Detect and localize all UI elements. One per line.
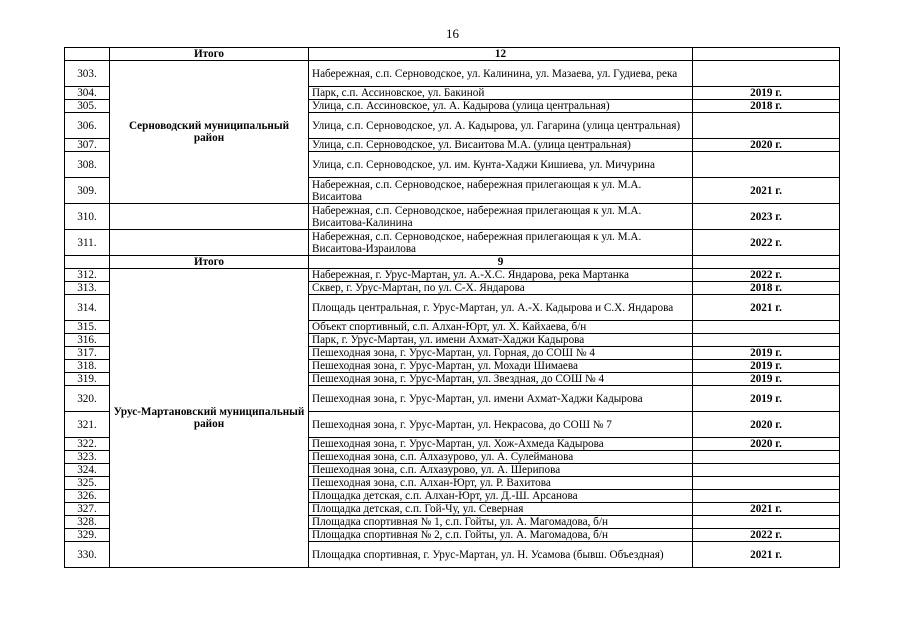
row-number: 321. [65, 412, 110, 438]
completion-year [693, 490, 840, 503]
row-number: 310. [65, 204, 110, 230]
completion-year: 2023 г. [693, 204, 840, 230]
object-description: Набережная, с.п. Серноводское, набережная прилегающая к ул. М.А. Висаитова-Израилова [309, 230, 693, 256]
table-row [65, 230, 840, 256]
object-description: Объект спортивный, с.п. Алхан-Юрт, ул. Х. Кайхаева, б/н [309, 321, 693, 334]
object-description: Набережная, с.п. Серноводское, набережная прилегающая к ул. М.А. Висаитова [309, 178, 693, 204]
total-row [65, 48, 840, 61]
object-description: Пешеходная зона, г. Урус-Мартан, ул. имени Ахмат-Хаджи Кадырова [309, 386, 693, 412]
row-number: 303. [65, 61, 110, 87]
row-number: 312. [65, 269, 110, 282]
completion-year: 2021 г. [693, 295, 840, 321]
total-label: Итого [110, 48, 309, 61]
table-row [65, 204, 840, 230]
object-description: Улица, с.п. Серноводское, ул. А. Кадырова, ул. Гагарина (улица центральная) [309, 113, 693, 139]
object-description: Площадка спортивная № 1, с.п. Гойты, ул. А. Магомадова, б/н [309, 516, 693, 529]
district-name: Урус-Мартановский муниципальный район [110, 269, 309, 568]
row-number: 322. [65, 438, 110, 451]
row-number: 328. [65, 516, 110, 529]
table-row [65, 61, 840, 87]
completion-year: 2019 г. [693, 87, 840, 100]
object-description: Площадка детская, с.п. Алхан-Юрт, ул. Д.-Ш. Арсанова [309, 490, 693, 503]
object-description: Площадка спортивная № 2, с.п. Гойты, ул. А. Магомадова, б/н [309, 529, 693, 542]
completion-year [693, 152, 840, 178]
row-number: 318. [65, 360, 110, 373]
row-number: 311. [65, 230, 110, 256]
object-description: Площадка спортивная, г. Урус-Мартан, ул. Н. Усамова (бывш. Объездная) [309, 542, 693, 568]
row-number: 307. [65, 139, 110, 152]
row-number: 315. [65, 321, 110, 334]
completion-year: 2019 г. [693, 386, 840, 412]
object-description: Улица, с.п. Ассиновское, ул. А. Кадырова (улица центральная) [309, 100, 693, 113]
completion-year: 2021 г. [693, 503, 840, 516]
completion-year: 2021 г. [693, 178, 840, 204]
total-num-cell [65, 48, 110, 61]
row-number: 329. [65, 529, 110, 542]
total-value: 12 [309, 48, 693, 61]
object-description: Парк, г. Урус-Мартан, ул. имени Ахмат-Хаджи Кадырова [309, 334, 693, 347]
row-number: 316. [65, 334, 110, 347]
completion-year [693, 451, 840, 464]
completion-year [693, 321, 840, 334]
page-number: 16 [446, 26, 459, 41]
object-description: Набережная, с.п. Серноводское, набережная прилегающая к ул. М.А. Висаитова-Калинина [309, 204, 693, 230]
total-year-cell [693, 256, 840, 269]
object-description: Пешеходная зона, с.п. Алхан-Юрт, ул. Р. Вахитова [309, 477, 693, 490]
row-number: 320. [65, 386, 110, 412]
row-number: 314. [65, 295, 110, 321]
completion-year [693, 61, 840, 87]
total-year-cell [693, 48, 840, 61]
completion-year: 2021 г. [693, 542, 840, 568]
object-description: Пешеходная зона, г. Урус-Мартан, ул. Мохади Шимаева [309, 360, 693, 373]
object-description: Набережная, г. Урус-Мартан, ул. А.-Х.С. Яндарова, река Мартанка [309, 269, 693, 282]
table-row [65, 269, 840, 282]
completion-year [693, 464, 840, 477]
completion-year: 2022 г. [693, 230, 840, 256]
row-number: 319. [65, 373, 110, 386]
row-number: 330. [65, 542, 110, 568]
object-description: Парк, с.п. Ассиновское, ул. Бакиной [309, 87, 693, 100]
row-number: 305. [65, 100, 110, 113]
total-num-cell [65, 256, 110, 269]
row-number: 308. [65, 152, 110, 178]
object-description: Улица, с.п. Серноводское, ул. Висаитова М.А. (улица центральная) [309, 139, 693, 152]
district-empty-cell [110, 230, 309, 256]
object-description: Пешеходная зона, г. Урус-Мартан, ул. Горная, до СОШ № 4 [309, 347, 693, 360]
total-label: Итого [110, 256, 309, 269]
completion-year: 2020 г. [693, 139, 840, 152]
object-description: Набережная, с.п. Серноводское, ул. Калинина, ул. Мазаева, ул. Гудиева, река [309, 61, 693, 87]
row-number: 327. [65, 503, 110, 516]
object-description: Улица, с.п. Серноводское, ул. им. Кунта-Хаджи Кишиева, ул. Мичурина [309, 152, 693, 178]
row-number: 324. [65, 464, 110, 477]
completion-year [693, 334, 840, 347]
completion-year: 2019 г. [693, 360, 840, 373]
register-table [64, 47, 840, 568]
completion-year: 2019 г. [693, 347, 840, 360]
completion-year: 2022 г. [693, 529, 840, 542]
row-number: 304. [65, 87, 110, 100]
total-row [65, 256, 840, 269]
object-description: Пешеходная зона, г. Урус-Мартан, ул. Хож-Ахмеда Кадырова [309, 438, 693, 451]
row-number: 313. [65, 282, 110, 295]
completion-year: 2020 г. [693, 412, 840, 438]
completion-year: 2019 г. [693, 373, 840, 386]
object-description: Пешеходная зона, г. Урус-Мартан, ул. Некрасова, до СОШ № 7 [309, 412, 693, 438]
completion-year: 2020 г. [693, 438, 840, 451]
district-empty-cell [110, 204, 309, 230]
object-description: Пешеходная зона, с.п. Алхазурово, ул. А. Сулейманова [309, 451, 693, 464]
object-description: Пешеходная зона, г. Урус-Мартан, ул. Звездная, до СОШ № 4 [309, 373, 693, 386]
completion-year: 2018 г. [693, 282, 840, 295]
object-description: Площадка детская, с.п. Гой-Чу, ул. Северная [309, 503, 693, 516]
row-number: 317. [65, 347, 110, 360]
completion-year: 2018 г. [693, 100, 840, 113]
row-number: 323. [65, 451, 110, 464]
object-description: Площадь центральная, г. Урус-Мартан, ул. А.-Х. Кадырова и С.Х. Яндарова [309, 295, 693, 321]
completion-year [693, 113, 840, 139]
district-name: Серноводский муниципальный район [110, 61, 309, 204]
row-number: 325. [65, 477, 110, 490]
object-description: Пешеходная зона, с.п. Алхазурово, ул. А. Шерипова [309, 464, 693, 477]
completion-year [693, 516, 840, 529]
object-description: Сквер, г. Урус-Мартан, по ул. С-Х. Яндарова [309, 282, 693, 295]
row-number: 306. [65, 113, 110, 139]
completion-year: 2022 г. [693, 269, 840, 282]
register-table-body [65, 48, 840, 568]
row-number: 326. [65, 490, 110, 503]
completion-year [693, 477, 840, 490]
total-value: 9 [309, 256, 693, 269]
row-number: 309. [65, 178, 110, 204]
